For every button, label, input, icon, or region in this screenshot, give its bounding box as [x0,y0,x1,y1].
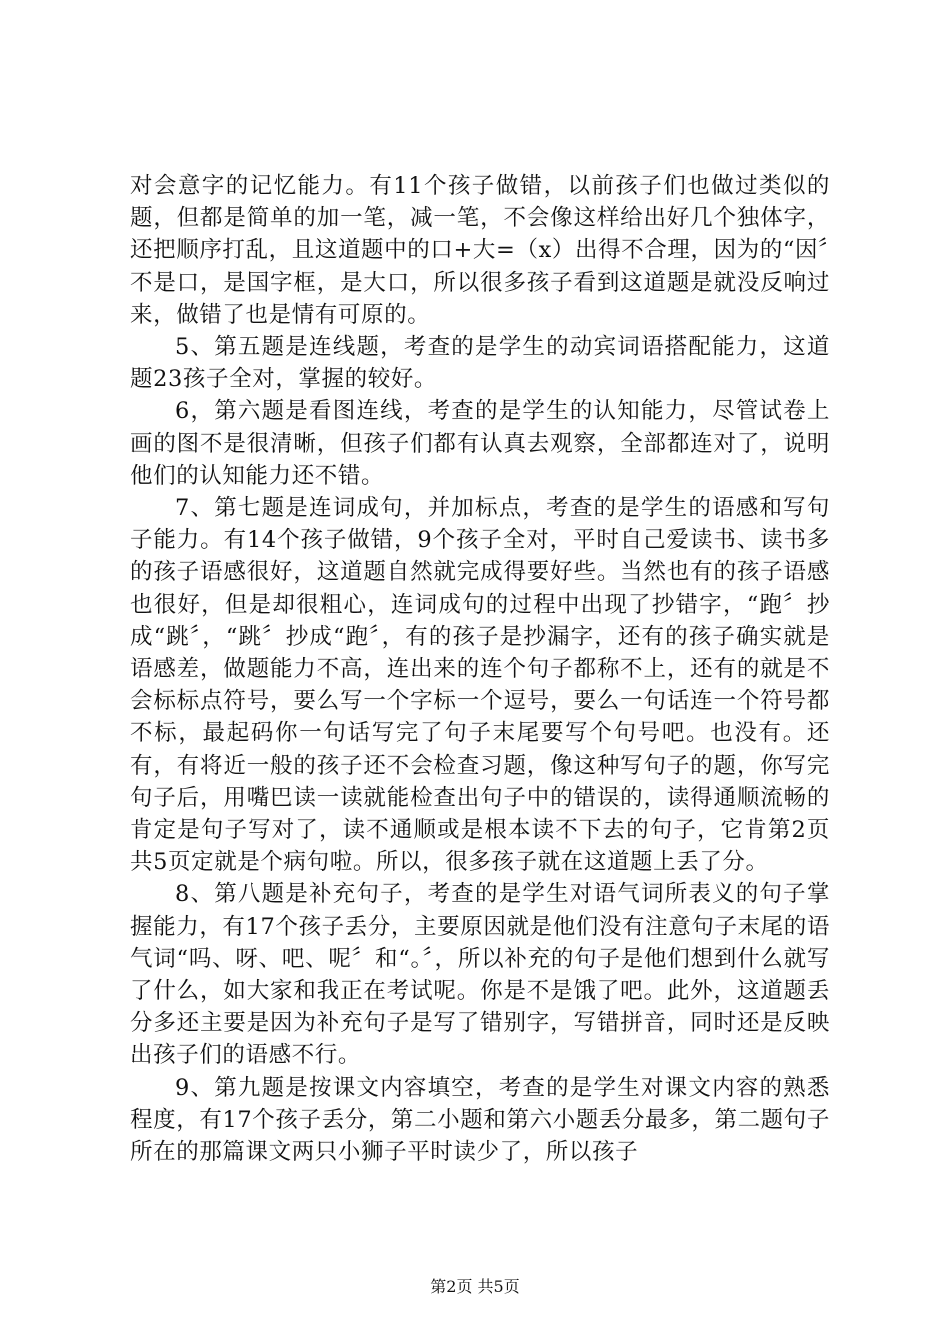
paragraph-item-8: 8、第八题是补充句子，考查的是学生对语气词所表义的句子掌握能力，有17个孩子丢分，主要原因就是他们没有注意句子末尾的语气词“吗、呀、吧、呢〞和“。〞，所以补充的句子是他们想到什么就写了什么，如大家和我正在考试呢。你是不是饿了吧。此外，这道题丢分多还主要是因为补充句子是写了错别字，写错拼音，同时还是反映出孩子们的语感不行。 [130,881,830,1069]
paragraph-item-9: 9、第九题是按课文内容填空，考查的是学生对课文内容的熟悉程度，有17个孩子丢分，第二小题和第六小题丢分最多，第二题句子所在的那篇课文两只小狮子平时读少了，所以孩子 [130,1074,830,1166]
paragraph-continuation: 对会意字的记忆能力。有11个孩子做错，以前孩子们也做过类似的题，但都是简单的加一笔，减一笔，不会像这样给出好几个独体字，还把顺序打乱，且这道题中的口+大=（x）出得不合理，因为的“因〞不是口，是国字框，是大口，所以很多孩子看到这道题是就没反响过来，做错了也是情有可原的。 [130,173,830,328]
paragraph-item-6: 6，第六题是看图连线，考查的是学生的认知能力，尽管试卷上画的图不是很清晰，但孩子们都有认真去观察，全部都连对了，说明他们的认知能力还不错。 [130,398,830,489]
paragraph-item-7: 7、第七题是连词成句，并加标点，考查的是学生的语感和写句子能力。有14个孩子做错，9个孩子全对，平时自己爱读书、读书多的孩子语感很好，这道题自然就完成得要好些。当然也有的孩子语感也很好，但是却很粗心，连词成句的过程中出现了抄错字，“跑〞抄成“跳〞，“跳〞抄成“跑〞，有的孩子是抄漏字，还有的孩子确实就是语感差，做题能力不高，连出来的连个句子都称不上，还有的就是不会标标点符号，要么写一个字标一个逗号，要么一句话连一个符号都不标，最起码你一句话写完了句子末尾要写个句号吧。也没有。还有，有将近一般的孩子还不会检查习题，像这种写句子的题，你写完句子后，用嘴巴读一读就能检查出句子中的错误的，读得通顺流畅的肯定是句子写对了，读不通顺或是根本读不下去的句子，它肯第2页共5页定就是个病句啦。所以，很多孩子就在这道题上丢了分。 [130,495,830,876]
paragraph-item-5: 5、第五题是连线题，考查的是学生的动宾词语搭配能力，这道题23孩子全对，掌握的较好。 [130,334,830,393]
page-footer: 第2页 共5页 [430,1277,520,1296]
body-text [130,170,830,1168]
